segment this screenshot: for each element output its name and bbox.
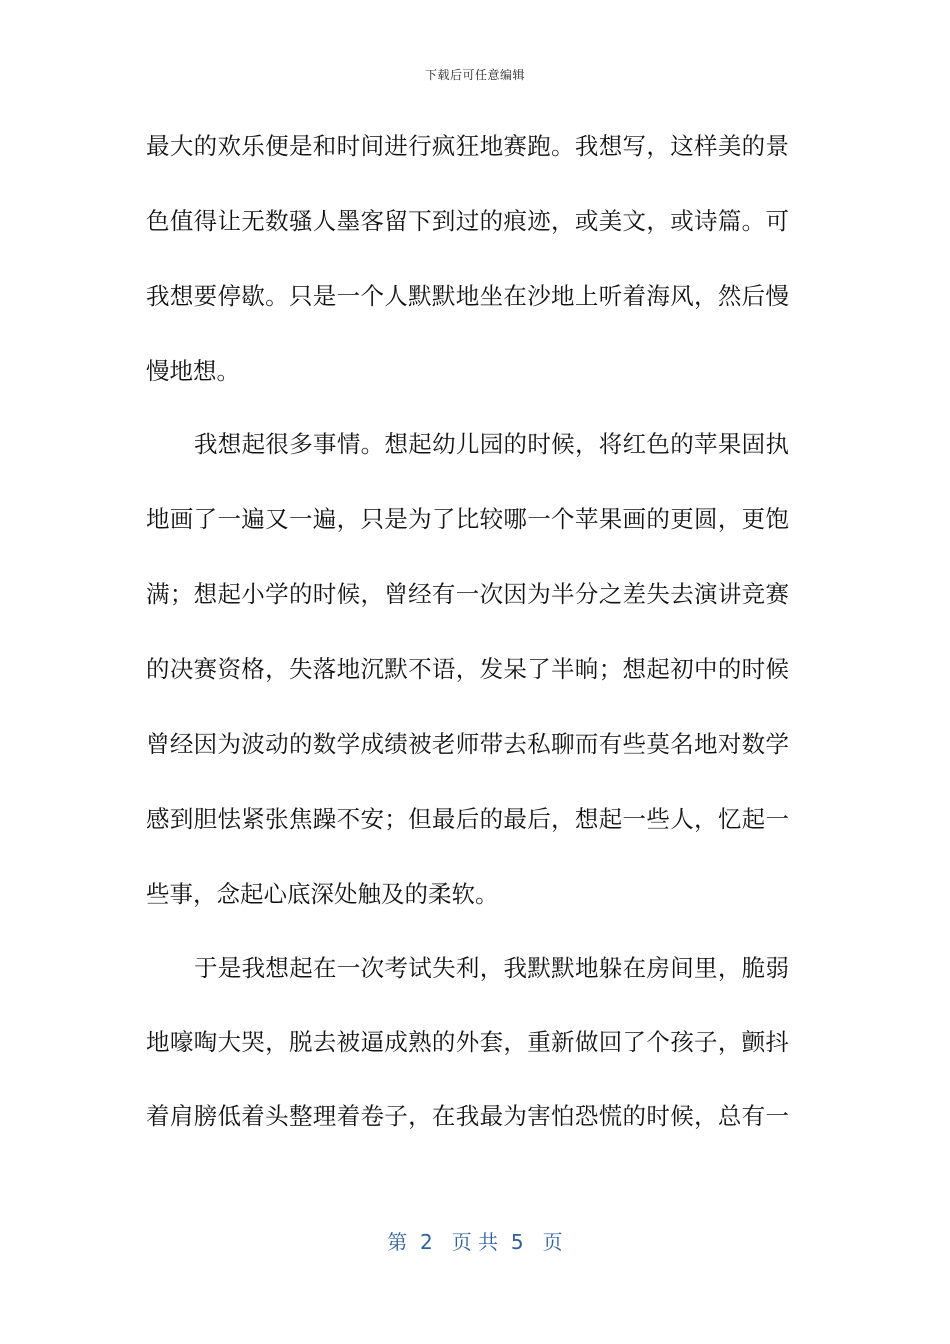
paragraph-line: 些事，念起心底深处触及的柔软。 (146, 880, 499, 908)
page-number-label: 第 2 页 共 5 页 (387, 1230, 563, 1254)
paragraph-line: 地画了一遍又一遍，只是为了比较哪一个苹果画的更圆，更饱 (146, 505, 789, 533)
paragraph-line: 满；想起小学的时候，曾经有一次因为半分之差失去演讲竞赛 (146, 580, 789, 608)
paragraph-line: 我想起很多事情。想起幼儿园的时候，将红色的苹果固执 (194, 430, 789, 458)
paragraph-line: 我想要停歇。只是一个人默默地坐在沙地上听着海风，然后慢 (146, 282, 789, 310)
paragraph-line: 慢地想。 (146, 357, 240, 385)
paragraph-line: 色值得让无数骚人墨客留下到过的痕迹，或美文，或诗篇。可 (146, 207, 789, 235)
paragraph-line: 感到胆怯紧张焦躁不安；但最后的最后，想起一些人，忆起一 (146, 805, 789, 833)
paragraph-line: 地嚎啕大哭，脱去被逼成熟的外套，重新做回了个孩子，颤抖 (146, 1028, 789, 1056)
paragraph-line: 最大的欢乐便是和时间进行疯狂地赛跑。我想写，这样美的景 (146, 132, 789, 160)
paragraph-line: 于是我想起在一次考试失利，我默默地躲在房间里，脆弱 (194, 954, 789, 982)
page-number-footer (0, 1226, 950, 1255)
paragraph-line: 的决赛资格，失落地沉默不语，发呆了半晌；想起初中的时候 (146, 655, 789, 683)
paragraph-line: 曾经因为波动的数学成绩被老师带去私聊而有些莫名地对数学 (146, 730, 789, 758)
paragraph-line: 着肩膀低着头整理着卷子，在我最为害怕恐慌的时候，总有一 (146, 1102, 789, 1130)
page-header-note: 下载后可任意编辑 (424, 68, 525, 82)
